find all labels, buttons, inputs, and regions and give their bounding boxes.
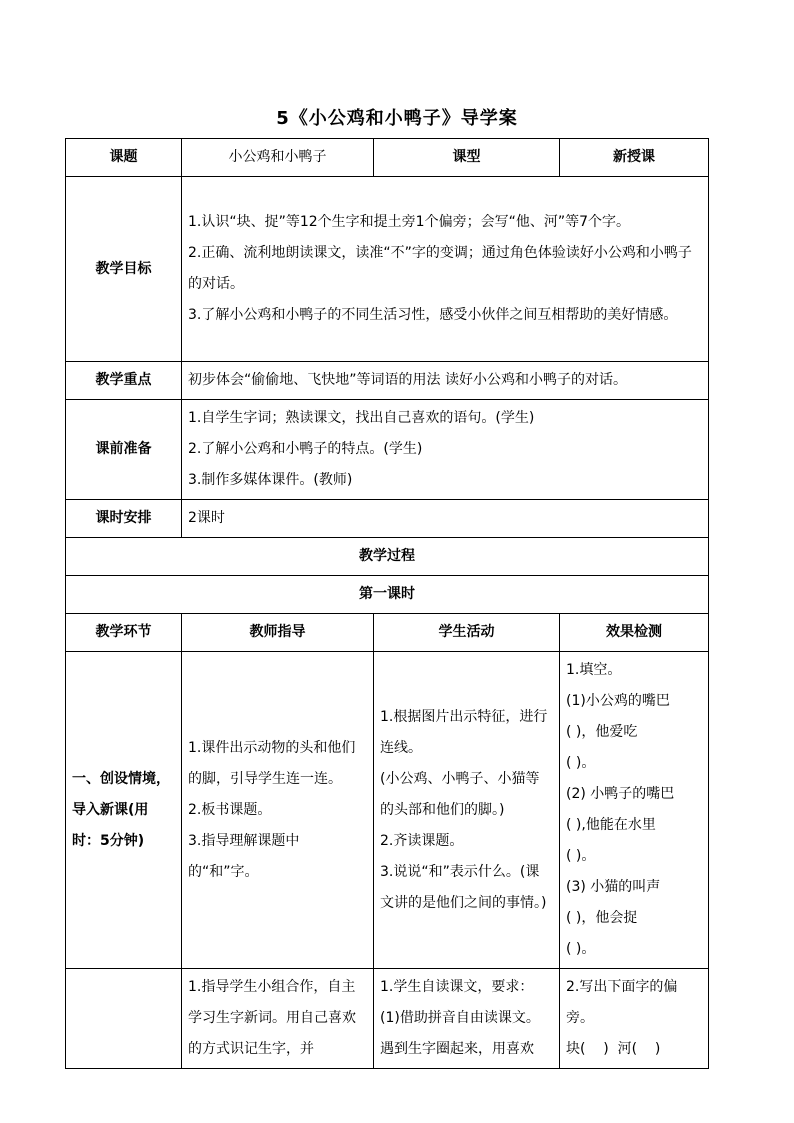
student-item: 1.根据图片出示特征，进行连线。: [380, 708, 548, 756]
goal-item: 2.正确、流利地朗读课文，读准“不”字的变调；通过角色体验读好小公鸡和小鸭子的对话。: [188, 245, 692, 292]
goals-label: 教学目标: [66, 177, 182, 362]
topic-label: 课题: [66, 139, 182, 177]
student-cell: [374, 969, 560, 1069]
check-item: 1.填空。: [566, 662, 622, 678]
prep-item: 1.自学生字词；熟读课文，找出自己喜欢的语句。(学生): [188, 410, 535, 426]
schedule-row: [66, 500, 709, 538]
focus-row: [66, 362, 709, 400]
focus-label: 教学重点: [66, 362, 182, 400]
teacher-item: 1.指导学生小组合作，自主学习生字新词。用自己喜欢的方式识记生字，并: [188, 979, 356, 1057]
goals-row: [66, 177, 709, 362]
prep-label: 课前准备: [66, 400, 182, 500]
student-cell: [374, 652, 560, 969]
type-label: 课型: [374, 139, 560, 177]
type-value: 新授课: [560, 139, 709, 177]
topic-value: 小公鸡和小鸭子: [182, 139, 374, 177]
teacher-cell: [182, 969, 374, 1069]
column-header: 学生活动: [374, 614, 560, 652]
check-cell: [560, 969, 709, 1069]
lesson-plan-table: [65, 138, 709, 1069]
check-item: (1)小公鸡的嘴巴: [566, 693, 670, 709]
student-item: (小公鸡、小鸭子、小猫等的头部和他们的脚。): [380, 770, 540, 818]
stage-cell: 一、创设情境，导入新课(用时：5分钟): [66, 652, 182, 969]
check-item: ( )。: [566, 755, 596, 771]
prep-row: [66, 400, 709, 500]
table-row: [66, 969, 709, 1069]
teacher-item: 3.指导理解课题中的“和”字。: [188, 832, 300, 880]
prep-cell: [182, 400, 709, 500]
process-title: 教学过程: [66, 538, 709, 576]
page-title: 5《小公鸡和小鸭子》导学案: [276, 108, 518, 129]
table-row: [66, 652, 709, 969]
goal-item: 3.了解小公鸡和小鸭子的不同生活习性，感受小伙伴之间互相帮助的美好情感。: [188, 307, 678, 323]
prep-item: 3.制作多媒体课件。(教师): [188, 472, 353, 488]
goals-cell: [182, 177, 709, 362]
check-item: (3) 小猫的叫声: [566, 879, 661, 895]
column-header-row: [66, 614, 709, 652]
goal-item: 1.认识“块、捉”等12个生字和提土旁1个偏旁；会写“他、河”等7个字。: [188, 214, 630, 230]
check-item: ( )。: [566, 848, 596, 864]
prep-item: 2.了解小公鸡和小鸭子的特点。(学生): [188, 441, 423, 457]
focus-value: 初步体会“偷偷地、飞快地”等词语的用法 读好小公鸡和小鸭子的对话。: [182, 362, 709, 400]
schedule-label: 课时安排: [66, 500, 182, 538]
check-cell: [560, 652, 709, 969]
check-item: ( )。: [566, 941, 596, 957]
lesson-title: 第一课时: [66, 576, 709, 614]
check-item: 块( ) 河( ): [566, 1041, 661, 1057]
teacher-cell: [182, 652, 374, 969]
process-title-row: [66, 538, 709, 576]
check-item: 2.写出下面字的偏旁。: [566, 979, 678, 1026]
check-item: (2) 小鸭子的嘴巴: [566, 786, 675, 802]
column-header: 教师指导: [182, 614, 374, 652]
topic-row: [66, 139, 709, 177]
stage-cell: [66, 969, 182, 1069]
check-item: ( )，他爱吃: [566, 724, 638, 740]
column-header: 效果检测: [560, 614, 709, 652]
student-item: (1)借助拼音自由读课文。遇到生字圈起来，用喜欢: [380, 1010, 540, 1057]
student-item: 2.齐读课题。: [380, 832, 464, 849]
student-item: 1.学生自读课文，要求：: [380, 979, 534, 995]
check-item: ( )，他会捉: [566, 910, 638, 926]
check-item: ( ),他能在水里: [566, 817, 656, 833]
teacher-item: 1.课件出示动物的头和他们的脚，引导学生连一连。: [188, 739, 356, 787]
schedule-value: 2课时: [182, 500, 709, 538]
column-header: 教学环节: [66, 614, 182, 652]
teacher-item: 2.板书课题。: [188, 801, 272, 818]
student-item: 3.说说“和”表示什么。(课文讲的是他们之间的事情。): [380, 863, 547, 911]
lesson-title-row: [66, 576, 709, 614]
